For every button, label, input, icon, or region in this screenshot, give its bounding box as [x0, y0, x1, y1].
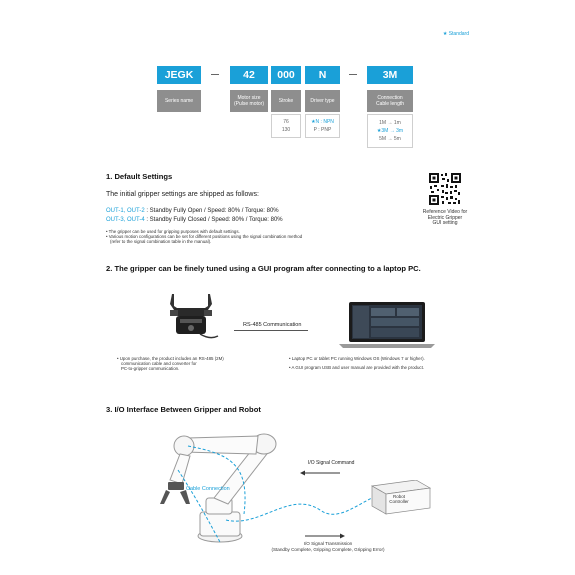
- options-stroke: [271, 114, 301, 138]
- gripper-image: [160, 292, 222, 342]
- label-series: [157, 90, 201, 112]
- right-note-2: • A GUI program USB and user manual are provided with the product.: [289, 365, 425, 370]
- qr-code-icon[interactable]: [428, 172, 462, 206]
- laptop-image: [339, 302, 435, 348]
- options-cable: [367, 114, 413, 148]
- option-cable-3m: ★3M → 3m: [376, 128, 404, 134]
- code-stroke: 000: [271, 66, 301, 84]
- label-motor-line2: (Pulse motor): [233, 101, 264, 107]
- code-series: JEGK: [157, 66, 201, 84]
- label-stroke: [271, 90, 301, 112]
- code-cable: 3M: [367, 66, 413, 84]
- note-2: • Various motion configurations can be set for different positions using the signal combination method: [106, 234, 303, 239]
- option-stroke-76: 76: [283, 119, 289, 125]
- section1-intro: The initial gripper settings are shipped as follows:: [106, 191, 259, 198]
- code-motor: 42: [230, 66, 268, 84]
- label-motor-line1: Motor size: [237, 95, 261, 101]
- qr-caption-line2: Electric Gripper: [427, 214, 463, 221]
- rs485-label: RS-485 Communication: [243, 322, 302, 328]
- left-note-1: • Upon purchase, the product includes an RS-485 (2M): [117, 356, 224, 361]
- label-cable-line1: Connection: [377, 95, 403, 101]
- controller-line1: Robot: [392, 494, 405, 499]
- label-driver: [305, 90, 340, 112]
- cable-connection-label: Cable Connection: [186, 486, 230, 492]
- right-note-1: • Laptop PC or tablet PC running Windows OS (Windows 7 or higher).: [289, 356, 425, 361]
- out1-val: : Standby Fully Open / Speed: 80% / Torque: 80%: [144, 208, 279, 214]
- note-1: • The gripper can be used for gripping purposes with default settings.: [106, 229, 240, 234]
- left-note-2: communication cable and converter for: [121, 361, 197, 366]
- out1-line: [106, 208, 279, 214]
- out2-key: OUT-3, OUT-4: [106, 217, 145, 223]
- label-motor: [230, 90, 268, 112]
- section1-title: 1. Default Settings: [106, 172, 173, 181]
- option-driver-pnp: P : PNP: [313, 127, 332, 133]
- io-transmission-line1: I/O Signal Transmission: [303, 541, 353, 546]
- code-dash: [349, 74, 357, 75]
- options-driver: [305, 114, 340, 138]
- option-driver-npn: ★N : NPN: [311, 119, 334, 125]
- label-cable-line2: Cable length: [375, 101, 405, 107]
- label-stroke-text: Stroke: [278, 98, 294, 104]
- io-transmission-label: [258, 541, 398, 552]
- out1-key: OUT-1, OUT-2: [106, 208, 145, 214]
- option-cable-1m: 1M → 1m: [379, 120, 401, 126]
- qr-caption: [412, 210, 478, 227]
- label-driver-text: Driver type: [310, 98, 335, 104]
- standard-legend: ★ Standard: [442, 31, 469, 37]
- out2-line: [106, 217, 283, 223]
- label-series-text: Series name: [164, 98, 194, 104]
- code-dash: [211, 74, 219, 75]
- option-stroke-130: 130: [281, 127, 291, 133]
- option-cable-5m: 5M → 5m: [379, 136, 401, 142]
- left-note-3: PC-to-gripper communication.: [121, 366, 180, 371]
- code-driver: N: [305, 66, 340, 84]
- io-command-label: I/O Signal Command: [308, 460, 355, 466]
- rs485-line: [234, 330, 308, 331]
- qr-caption-line3: GUI setting: [432, 220, 458, 227]
- qr-caption-line1: Reference Video for: [422, 209, 468, 215]
- io-transmission-line2: (Standby Complete, Gripping Complete, Gripping Error): [271, 546, 385, 552]
- section2-title: 2. The gripper can be finely tuned using a GUI program after connecting to a laptop PC.: [106, 264, 421, 273]
- label-cable: [367, 90, 413, 112]
- arrow-right-icon: [305, 533, 345, 539]
- section3-title: 3. I/O Interface Between Gripper and Robot: [106, 405, 261, 414]
- arrow-left-icon: [300, 470, 340, 476]
- robot-controller-label: [384, 494, 414, 504]
- out2-val: : Standby Fully Closed / Speed: 80% / Torque: 80%: [144, 217, 283, 223]
- note-3: (refer to the signal combination table in the manual).: [110, 239, 212, 244]
- controller-line2: Controller: [389, 499, 409, 504]
